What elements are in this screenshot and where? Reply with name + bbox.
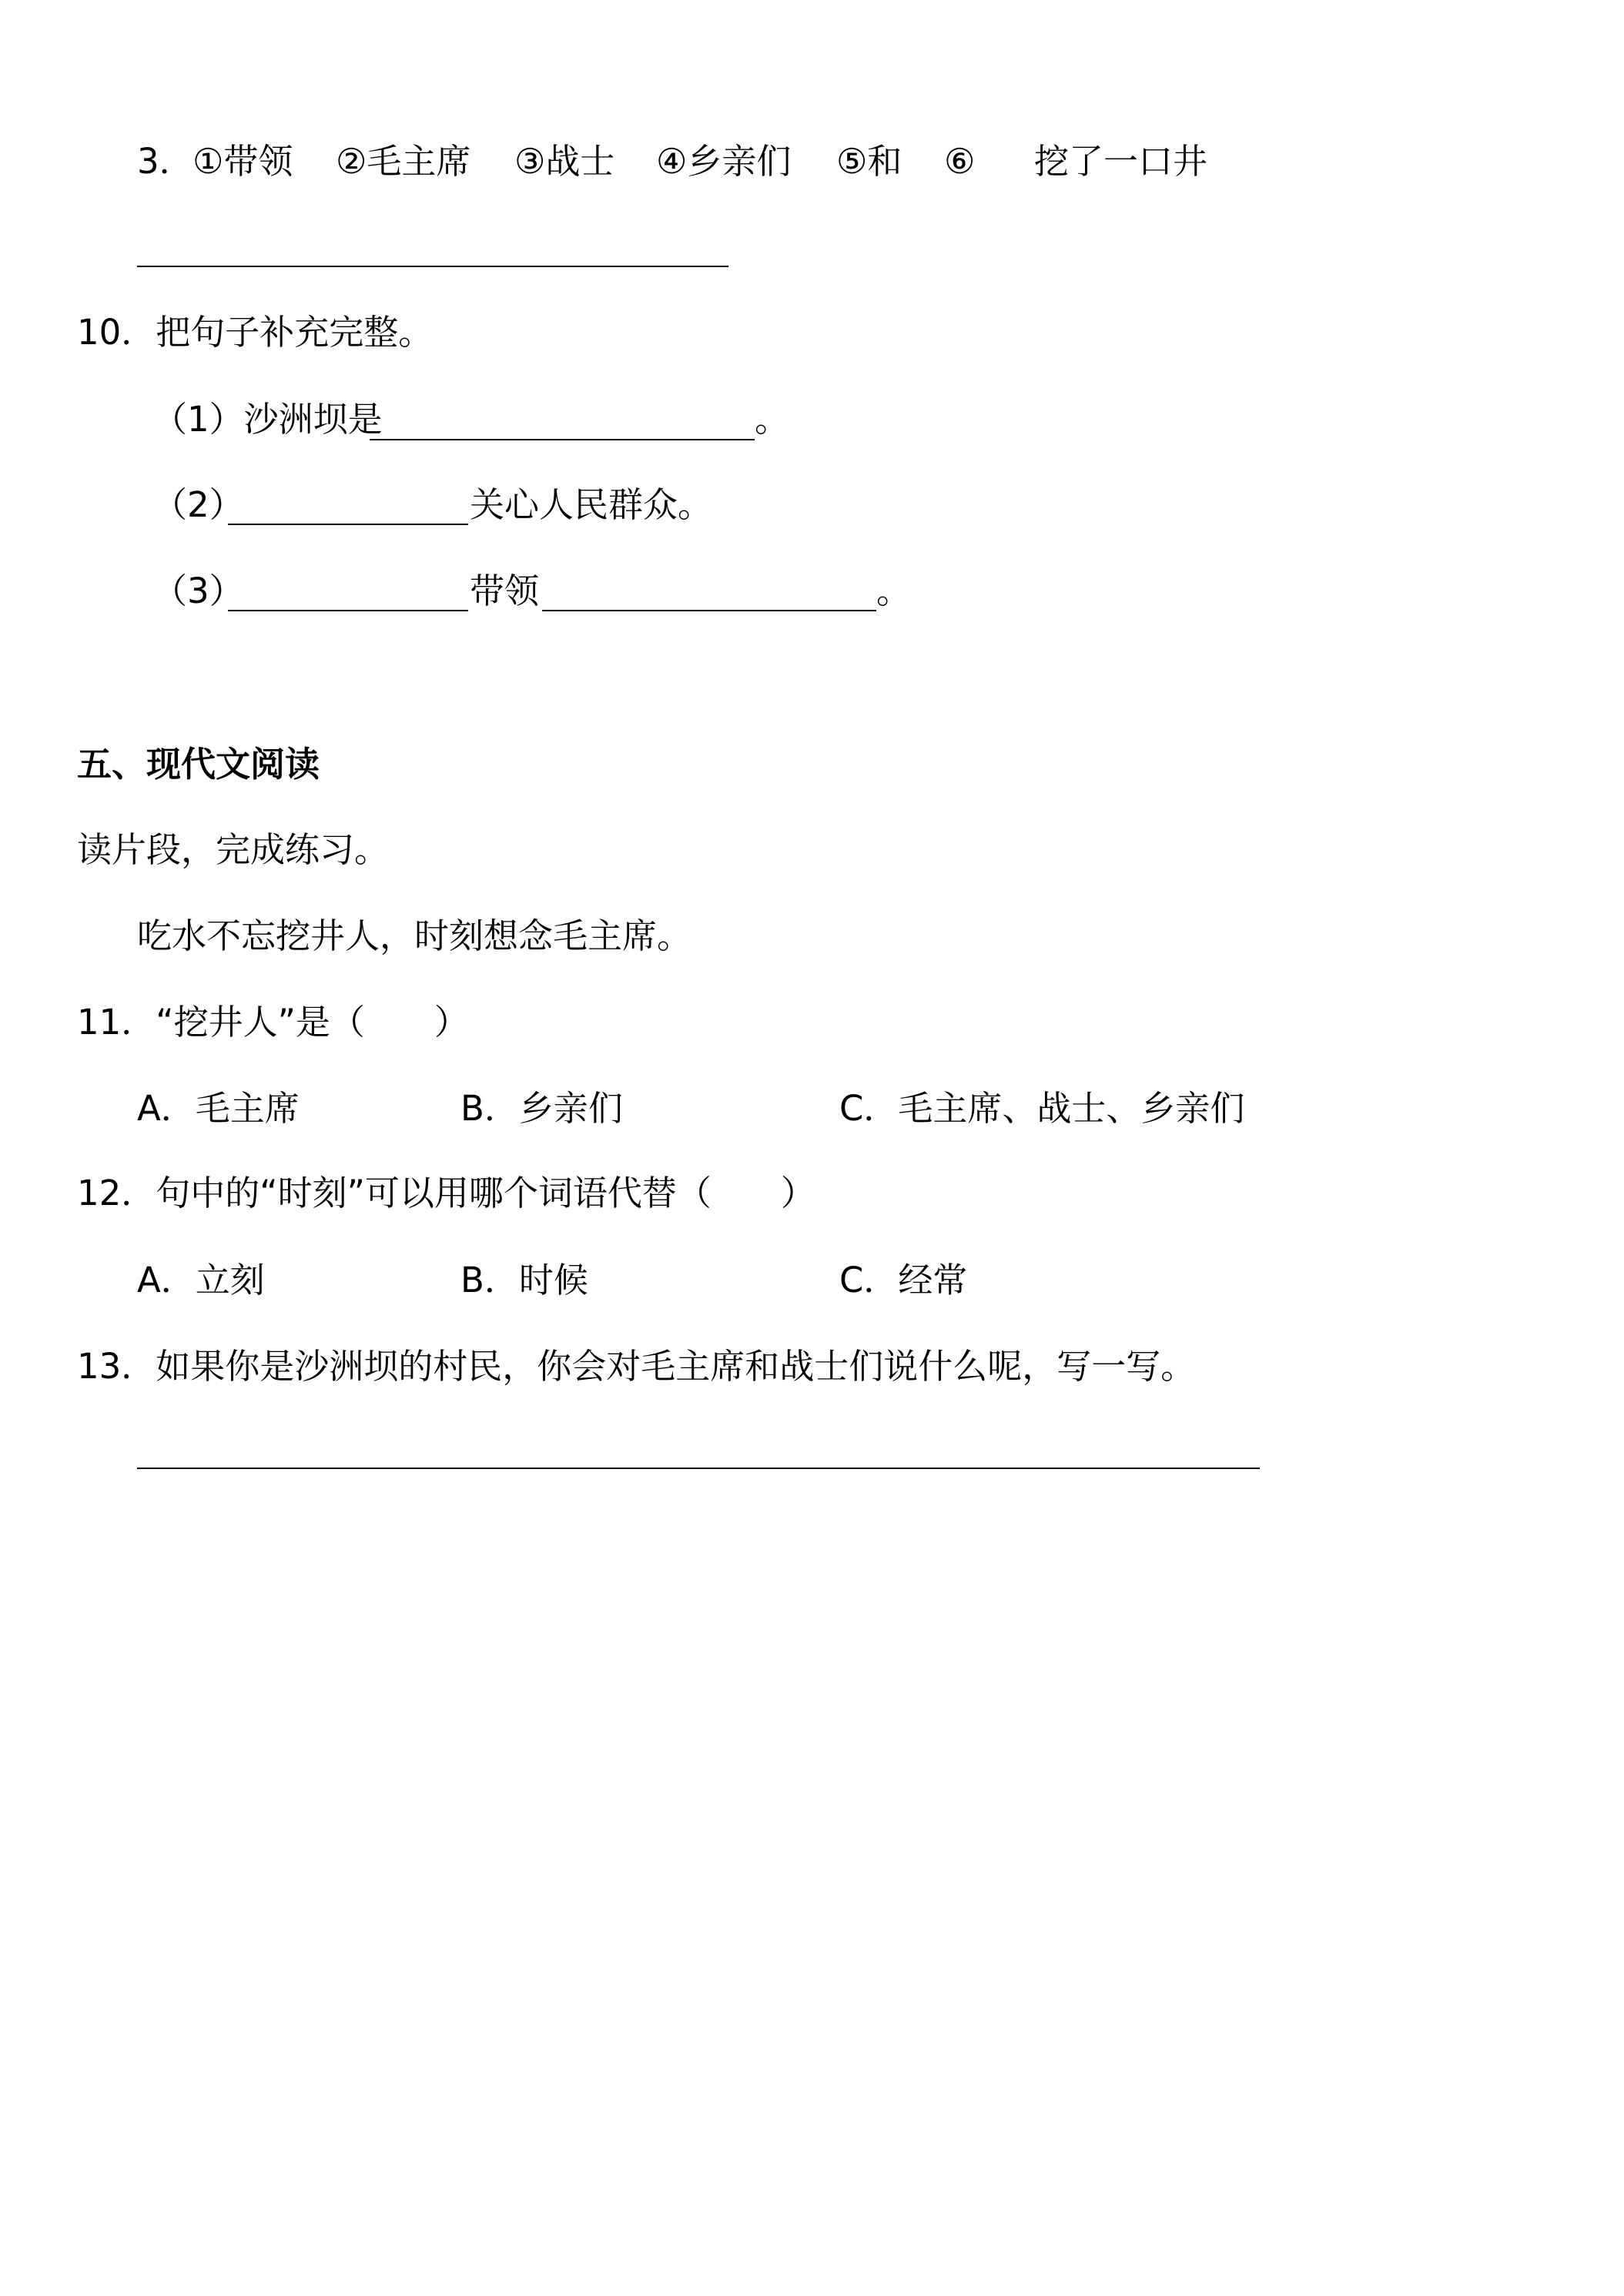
q9-item3-word-1: ①带领	[193, 141, 293, 182]
q11-option-a[interactable]: A．毛主席	[137, 1088, 300, 1129]
q11-option-b[interactable]: B．乡亲们	[460, 1088, 623, 1129]
q11-stem: 11．“挖井人”是（ ）	[77, 1002, 469, 1043]
q9-item3-word-6: ⑥	[944, 141, 976, 182]
q9-item3-word-7: 挖了一口井	[1034, 141, 1208, 182]
q10-item3-blank-2[interactable]	[542, 610, 876, 611]
q12-stem: 12．句中的“时刻”可以用哪个词语代替（ ）	[77, 1173, 815, 1213]
q10-item3-suffix: 。	[876, 571, 912, 611]
section5-passage: 吃水不忘挖井人，时刻想念毛主席。	[137, 915, 692, 956]
q12-option-c[interactable]: C．经常	[839, 1260, 968, 1300]
q10-item2-prefix: （2）	[152, 484, 244, 525]
q10-item2-suffix: 关心人民群众。	[470, 484, 713, 525]
q10-item2-blank[interactable]	[228, 524, 468, 525]
q11-option-c[interactable]: C．毛主席、战士、乡亲们	[839, 1088, 1245, 1129]
q10-item3-middle: 带领	[470, 571, 540, 611]
q10-item3-prefix: （3）	[152, 571, 244, 611]
q10-item1-suffix: 。	[755, 399, 790, 440]
q9-item3-answer-line[interactable]	[137, 266, 728, 267]
q9-item3-number: 3．	[137, 141, 194, 182]
q13-answer-line[interactable]	[137, 1468, 1260, 1469]
q9-item3-word-3: ③战士	[514, 141, 615, 182]
section5-instruction: 读片段，完成练习。	[77, 829, 390, 870]
section5-heading: 五、现代文阅读	[77, 744, 320, 785]
q10-title: 10．把句子补充完整。	[77, 312, 434, 353]
q12-option-b[interactable]: B．时候	[460, 1260, 588, 1300]
q10-item3-blank-1[interactable]	[228, 610, 468, 611]
q12-option-a[interactable]: A．立刻	[137, 1260, 265, 1300]
q10-item1-prefix: （1）沙洲坝是	[152, 399, 383, 440]
q13-stem: 13．如果你是沙洲坝的村民，你会对毛主席和战士们说什么呢，写一写。	[77, 1346, 1196, 1387]
q9-item3-word-2: ②毛主席	[336, 141, 471, 182]
q9-item3-word-4: ④乡亲们	[656, 141, 792, 182]
q9-item3-word-5: ⑤和	[836, 141, 902, 182]
q10-item1-blank[interactable]	[370, 439, 755, 440]
